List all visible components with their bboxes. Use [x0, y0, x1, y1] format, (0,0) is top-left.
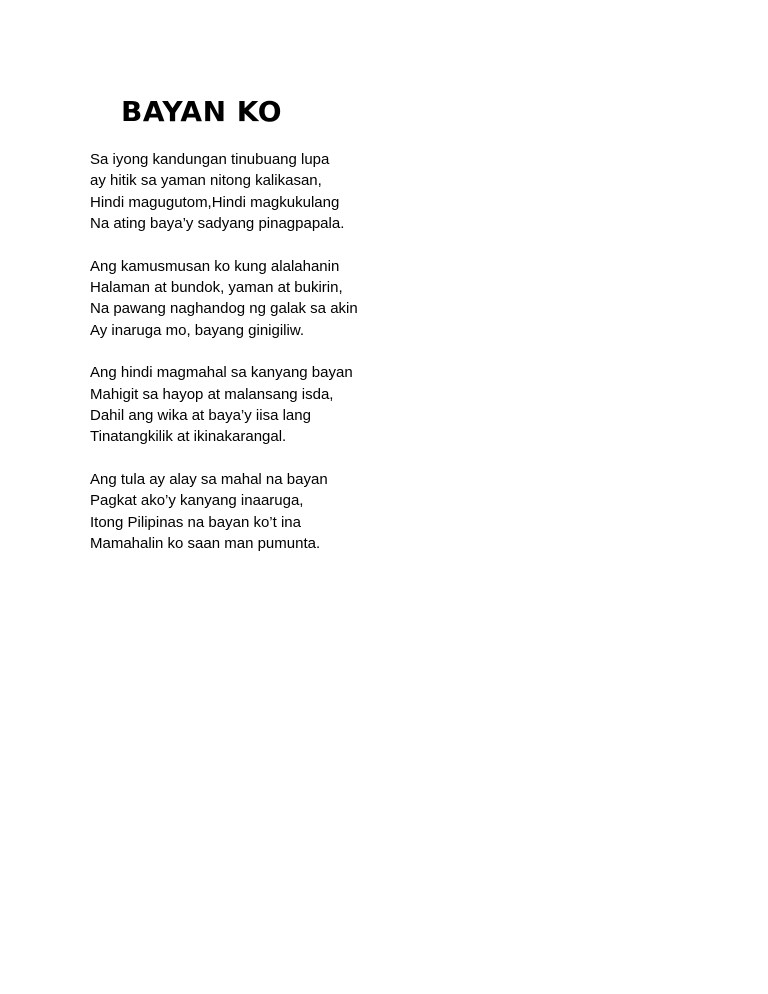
poem-line: Sa iyong kandungan tinubuang lupa [90, 151, 330, 168]
stanza-4 [90, 469, 510, 555]
poem-line: Itong Pilipinas na bayan ko’t ina [90, 513, 301, 531]
poem-body [90, 149, 510, 576]
stanza-2 [90, 256, 510, 342]
poem-line: Hindi magugutom,Hindi magkukulang [90, 193, 340, 211]
poem-line: Na pawang naghandog ng galak sa akin [90, 300, 358, 318]
poem-line: Pagkat ako’y kanyang inaaruga, [90, 492, 304, 510]
poem-line: Ang kamusmusan ko kung alalahanin [90, 257, 340, 275]
poem-line: Ang hindi magmahal sa kanyang bayan [90, 364, 353, 382]
poem-line: Ay inaruga mo, bayang ginigiliw. [90, 321, 305, 339]
poem-line: Halaman at bundok, yaman at bukirin, [90, 279, 343, 297]
poem-line: Tinatangkilik at ikinakarangal. [90, 428, 287, 446]
poem-line: Na ating baya’y sadyang pinagpapala. [90, 215, 345, 233]
poem-line: Mamahalin ko saan man pumunta. [90, 535, 321, 553]
poem-line: Mahigit sa hayop at malansang isda, [90, 385, 334, 403]
stanza-3 [90, 362, 510, 448]
poem-line: Dahil ang wika at baya’y iisa lang [90, 407, 311, 425]
stanza-1 [90, 149, 510, 235]
poem-line: Ang tula ay alay sa mahal na bayan [90, 470, 328, 488]
poem-title: BAYAN KO [121, 95, 283, 128]
poem-line: ay hitik sa yaman nitong kalikasan, [90, 172, 322, 190]
